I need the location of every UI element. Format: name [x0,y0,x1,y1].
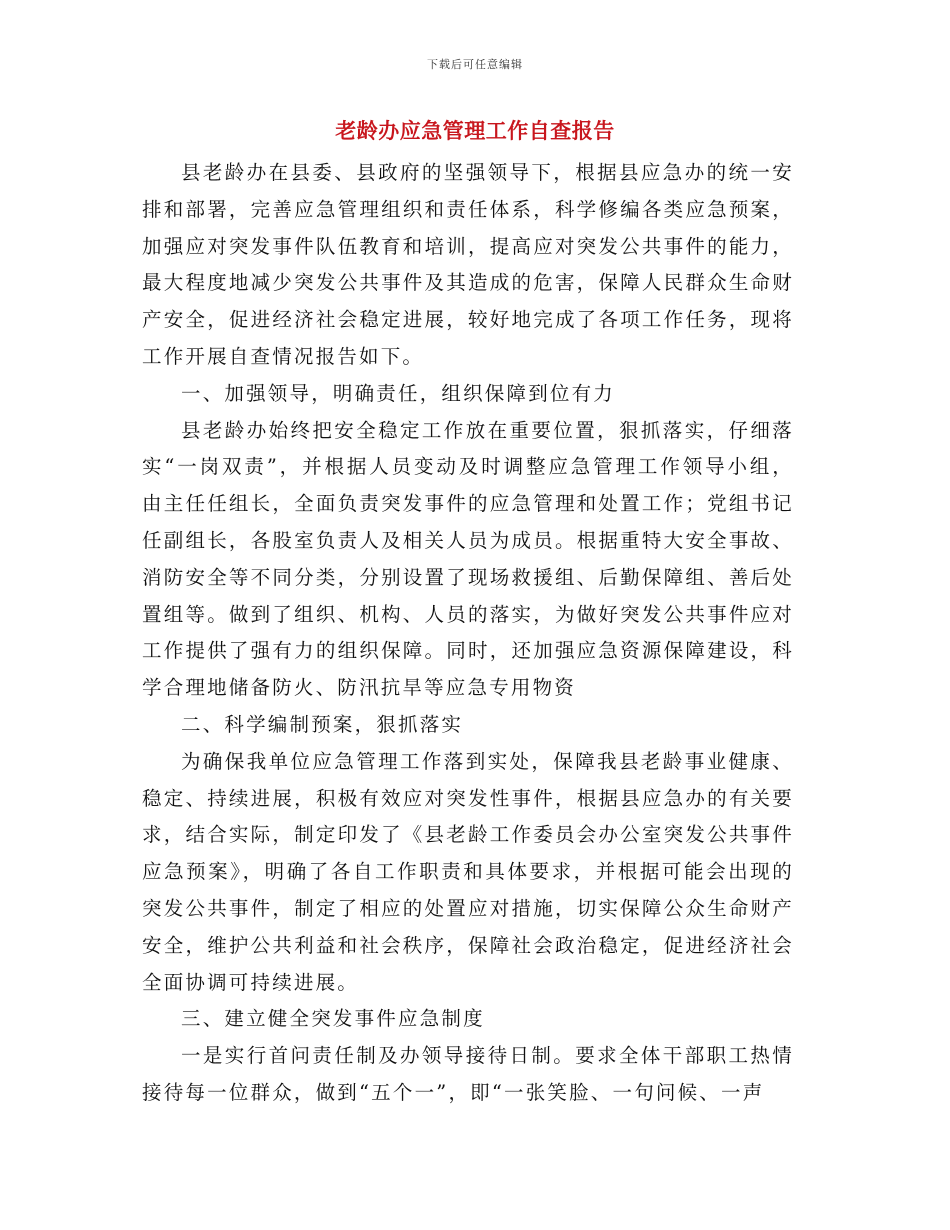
header-note: 下载后可任意编辑 [427,58,523,71]
paragraph-section-3: 一是实行首问责任制及办领导接待日制。要求全体干部职工热情接待每一位群众，做到“五个一”，即“一张笑脸、一句问候、一声 [142,1044,794,1104]
document-title: 老龄办应急管理工作自查报告 [335,118,615,143]
paragraph-section-1: 县老龄办始终把安全稳定工作放在重要位置，狠抓落实，仔细落实“一岗双责”，并根据人员变动及时调整应急管理工作领导小组，由主任任组长，全面负责突发事件的应急管理和处置工作；党组书记任副组长，各股室负责人及相关人员为成员。根据重特大安全事故、消防安全等不同分类，分别设置了现场救援组、后勤保障组、善后处置组等。做到了组织、机构、人员的落实，为做好突发公共事件应对工作提供了强有力的组织保障。同时，还加强应急资源保障建设，科学合理地储备防火、防汛抗旱等应急专用物资 [142,418,794,700]
paragraph-intro: 县老龄办在县委、县政府的坚强领导下，根据县应急办的统一安排和部署，完善应急管理组织和责任体系，科学修编各类应急预案，加强应对突发事件队伍教育和培训，提高应对突发公共事件的能力，最大程度地减少突发公共事件及其造成的危害，保障人民群众生命财产安全，促进经济社会稳定进展，较好地完成了各项工作任务，现将工作开展自查情况报告如下。 [142,161,794,368]
section-heading-2: 二、科学编制预案，狠抓落实 [181,712,464,736]
section-heading-3: 三、建立健全突发事件应急制度 [181,1007,485,1031]
paragraph-section-2: 为确保我单位应急管理工作落到实处，保障我县老龄事业健康、稳定、持续进展，积极有效应对突发性事件，根据县应急办的有关要求，结合实际，制定印发了《县老龄工作委员会办公室突发公共事件应急预案》，明确了各自工作职责和具体要求，并根据可能会出现的突发公共事件，制定了相应的处置应对措施，切实保障公众生命财产安全，维护公共利益和社会秩序，保障社会政治稳定，促进经济社会全面协调可持续进展。 [142,749,794,994]
section-heading-1: 一、加强领导，明确责任，组织保障到位有力 [181,381,616,405]
document-body [142,155,794,1112]
